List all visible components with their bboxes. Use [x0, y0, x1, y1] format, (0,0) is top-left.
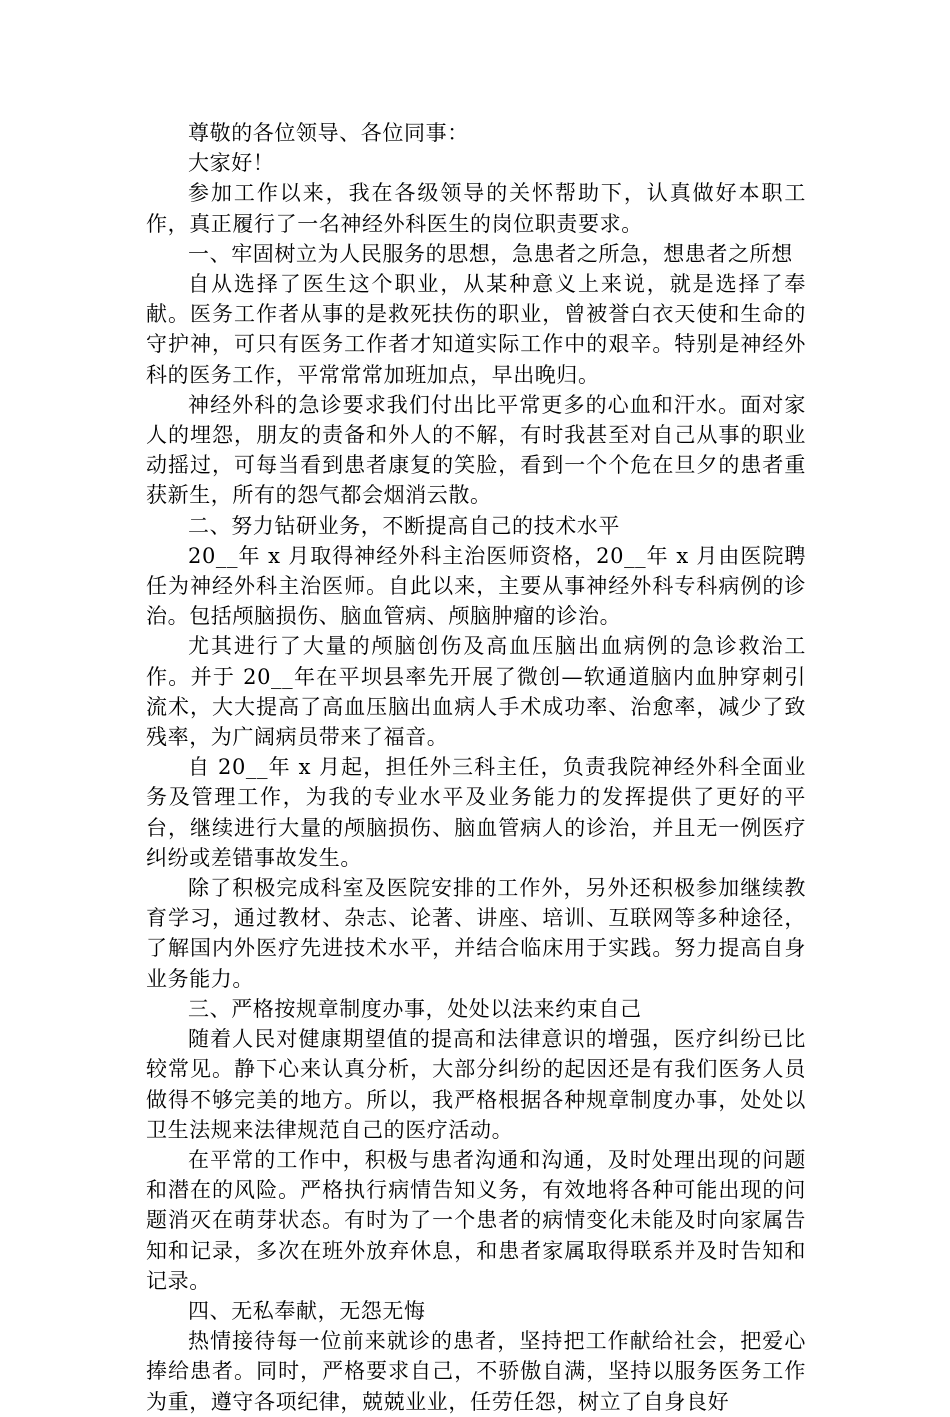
paragraph: 自 20__年 x 月起，担任外三科主任，负责我院神经外科全面业务及管理工作，为我的专业水平及业务能力的发挥提供了更好的平台，继续进行大量的颅脑损伤、脑血管病人的诊治，并且无一例医疗纠纷或差错事故发生。	[146, 755, 806, 870]
paragraph-intro: 参加工作以来，我在各级领导的关怀帮助下，认真做好本职工作，真正履行了一名神经外科医生的岗位职责要求。	[146, 181, 806, 236]
section-heading-1: 一、牢固树立为人民服务的思想，急患者之所急，想患者之所想	[188, 241, 793, 266]
paragraph: 自从选择了医生这个职业，从某种意义上来说，就是选择了奉献。医务工作者从事的是救死扶伤的职业，曾被誉白衣天使和生命的守护神，可只有医务工作者才知道实际工作中的艰辛。特别是神经外科的医务工作，平常常常加班加点，早出晚归。	[146, 272, 806, 387]
paragraph: 在平常的工作中，积极与患者沟通和沟通，及时处理出现的问题和潜在的风险。严格执行病情告知义务，有效地将各种可能出现的问题消灭在萌芽状态。有时为了一个患者的病情变化未能及时向家属告知和记录，多次在班外放弃休息，和患者家属取得联系并及时告知和记录。	[146, 1147, 806, 1293]
paragraph: 随着人民对健康期望值的提高和法律意识的增强，医疗纠纷已比较常见。静下心来认真分析，大部分纠纷的起因还是有我们医务人员做得不够完美的地方。所以，我严格根据各种规章制度办事，处处以卫生法规来法律规范自己的医疗活动。	[146, 1027, 806, 1142]
paragraph: 尤其进行了大量的颅脑创伤及高血压脑出血病例的急诊救治工作。并于 20__年在平坝县率先开展了微创—软通道脑内血肿穿刺引流术，大大提高了高血压脑出血病人手术成功率、治愈率，减少了致残率，为广阔病员带来了福音。	[146, 634, 806, 750]
greeting: 大家好！	[188, 151, 275, 176]
section-heading-2: 二、努力钻研业务，不断提高自己的技术水平	[188, 513, 620, 538]
section-heading-4: 四、无私奉献，无怨无悔	[188, 1298, 426, 1323]
section-heading-3: 三、严格按规章制度办事，处处以法来约束自己	[188, 996, 642, 1021]
salutation: 尊敬的各位领导、各位同事：	[188, 121, 469, 145]
paragraph: 神经外科的急诊要求我们付出比平常更多的心血和汗水。面对家人的埋怨，朋友的责备和外人的不解，有时我甚至对自己从事的职业动摇过，可每当看到患者康复的笑脸，看到一个个危在旦夕的患者重获新生，所有的怨气都会烟消云散。	[146, 392, 806, 508]
paragraph: 20__年 x 月取得神经外科主治医师资格，20__年 x 月由医院聘任为神经外科主治医师。自此以来，主要从事神经外科专科病例的诊治。包括颅脑损伤、脑血管病、颅脑肿瘤的诊治。	[146, 543, 806, 629]
paragraph: 热情接待每一位前来就诊的患者，坚持把工作献给社会，把爱心捧给患者。同时，严格要求自己，不骄傲自满，坚持以服务医务工作为重，遵守各项纪律，兢兢业业，任劳任怨，树立了自身良好	[146, 1329, 806, 1414]
paragraph: 除了积极完成科室及医院安排的工作外，另外还积极参加继续教育学习，通过教材、杂志、论著、讲座、培训、互联网等多种途径，了解国内外医疗先进技术水平，并结合临床用于实践。努力提高自身业务能力。	[146, 876, 806, 991]
document-page	[146, 118, 806, 1417]
